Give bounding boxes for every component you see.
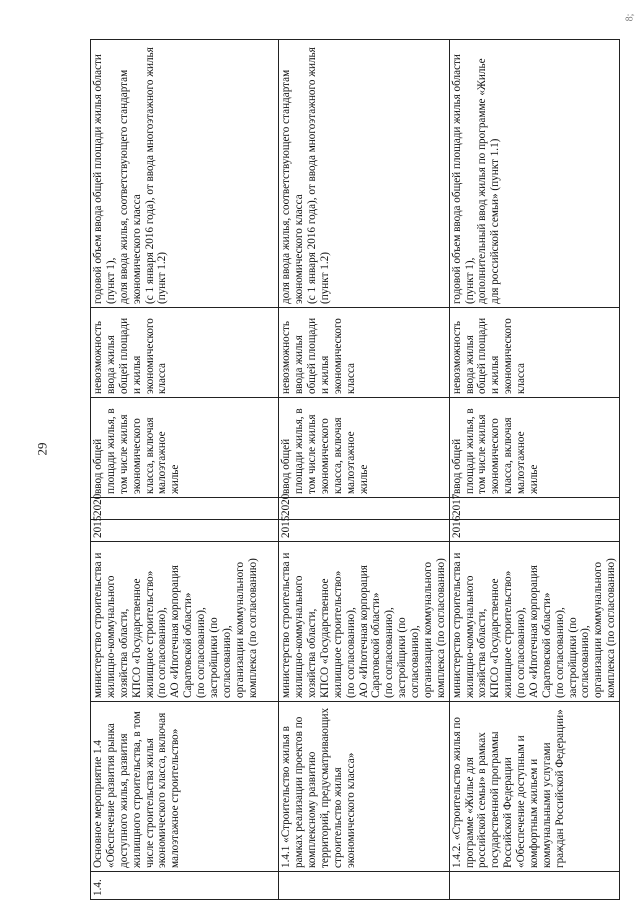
start-year-cell: 2016 [449,520,619,542]
activity-name-cell: Основное мероприятие 1.4 «Обеспечение развития рынка доступного жилья, развития жилищного строительства, в том числе строительства жилья экономического класса, включая малоэтажное строительство» [91,702,279,872]
expected-result-cell: ввод общей площади жилья, в том числе жилья экономического класса, включая малоэтажное жилье [449,398,619,498]
activity-name-cell: 1.4.2. «Строительство жилья по программе «Жилье для российской семьи» в рамках государственной программы Российской Федерации «Обеспечение доступным и комфортным жильем и коммунальными услугами граждан Российской Федерации» [449,702,619,872]
executors-cell: министерство строительства и жилищно-коммунального хозяйства области, КПСО «Государственное жилищное строительство» (по согласованию), АО «Ипотечная корпорация Саратовской области» (по согласованию), застройщики (по согласованию), организации коммунального комплекса (по согласованию) [279,542,449,702]
consequence-cell: невозможность ввода жилья общей площади и жилья экономического класса [449,308,619,398]
row-number-cell [279,872,449,900]
edge-mark: 8; [624,13,636,22]
executors-cell: министерство строительства и жилищно-коммунального хозяйства области, КПСО «Государственное жилищное строительство» (по согласованию), АО «Ипотечная корпорация Саратовской области» (по согласованию), застройщики (по согласованию), организации коммунального комплекса (по согласованию) [91,542,279,702]
table-row [91,40,279,900]
rotated-table-container [90,40,620,900]
activity-name-cell: 1.4.1 «Строительство жилья в рамках реализации проектов по комплексному развитию территорий, предусматривающих строительство жилья экономического класса» [279,702,449,872]
page-number: 29 [34,442,50,456]
indicators-cell: доля ввода жилья, соответствующего стандартам экономического класса (с 1 января 2016 года), от ввода многоэтажного жилья (пункт 1.2) [279,40,449,308]
start-year-cell: 2015 [279,520,449,542]
row-number-cell [449,872,619,900]
start-year-cell: 2015 [91,520,279,542]
end-year-cell: 2020 [91,498,279,520]
expected-result-cell: ввод общей площади жилья, в том числе жилья экономического класса, включая малоэтажное жилье [91,398,279,498]
indicators-cell: годовой объем ввода общей площади жилья области (пункт 1), доля ввода жилья, соответствующего стандартам экономического класса (с 1 января 2016 года), от ввода многоэтажного жилья (пункт 1.2) [91,40,279,308]
consequence-cell: невозможность ввода жилья общей площади и жилья экономического класса [91,308,279,398]
program-activities-table [90,39,620,900]
table-row [279,40,449,900]
table-row [449,40,619,900]
row-number-cell: 1.4. [91,872,279,900]
executors-cell: министерство строительства и жилищно-коммунального хозяйства области, КПСО «Государственное жилищное строительство» (по согласованию), АО «Ипотечная корпорация Саратовской области» (по согласованию), застройщики (по согласованию), организации коммунального комплекса (по согласованию) [449,542,619,702]
indicators-cell: годовой объем ввода общей площади жилья области (пункт 1), дополнительный ввод жилья по программе «Жилье для российской семьи» (пункт 1.1) [449,40,619,308]
end-year-cell: 2020 [279,498,449,520]
expected-result-cell: ввод общей площади жилья, в том числе жилья экономического класса, включая малоэтажное жилье [279,398,449,498]
end-year-cell: 2017 [449,498,619,520]
consequence-cell: невозможность ввода жилья общей площади и жилья экономического класса [279,308,449,398]
